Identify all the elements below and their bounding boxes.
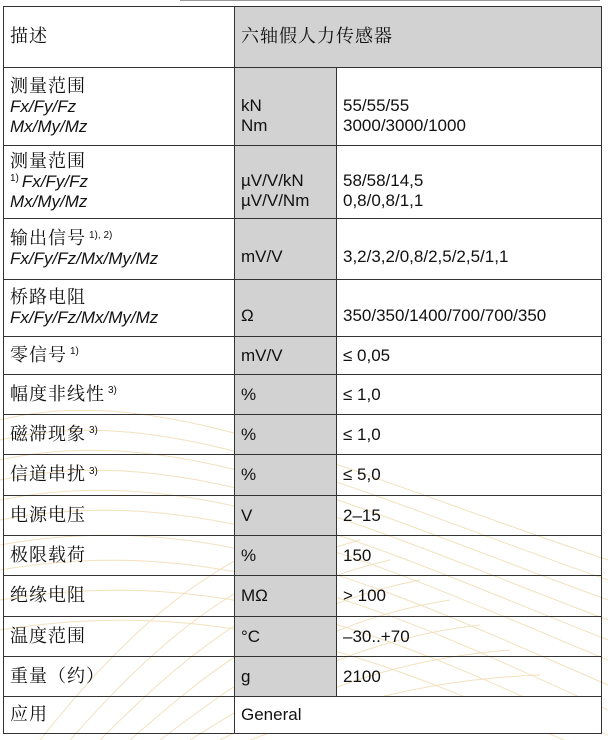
unit-cell [235, 617, 337, 657]
row-label: 测量范围 [10, 75, 86, 97]
footnote-marker: 3) [89, 465, 98, 477]
value-moments: 3000/3000/1000 [343, 115, 466, 135]
row-label: 电源电压 [10, 504, 86, 526]
footnote-marker: 1) [10, 172, 19, 184]
value: ≤ 1,0 [343, 384, 381, 404]
unit-cell [235, 536, 337, 576]
value-cell [337, 455, 602, 496]
header-rule [180, 0, 600, 1]
table-row-nonlinearity [4, 375, 602, 415]
unit-cell [235, 280, 337, 337]
table-row-supply-voltage [4, 496, 602, 536]
value-cell [337, 617, 602, 657]
footnote-marker: 1) [70, 346, 79, 357]
value-cell [337, 576, 602, 617]
label-cell [4, 375, 235, 415]
footnote-marker: 1), 2) [89, 229, 113, 241]
row-label: 应用 [10, 704, 48, 725]
value: 2–15 [343, 505, 381, 525]
row-sublabel-forces: Fx/Fy/Fz [10, 96, 77, 116]
row-label: 绝缘电阻 [10, 585, 86, 606]
unit-moments: µV/V/Nm [241, 191, 310, 210]
value-forces: 55/55/55 [343, 95, 410, 115]
value-cell [337, 219, 602, 280]
label-cell [4, 146, 235, 219]
unit-forces: µV/V/kN [241, 171, 304, 190]
table-row-weight [4, 657, 602, 697]
value: ≤ 1,0 [343, 424, 381, 444]
row-label: 信道串扰 [10, 464, 86, 485]
row-sublabel-moments: Mx/My/Mz [10, 116, 88, 136]
value: 150 [343, 545, 372, 565]
value: 350/350/1400/700/700/350 [343, 306, 547, 325]
value: General [241, 705, 302, 724]
table-row-zero-signal [4, 337, 602, 375]
row-label: 测量范围 [10, 151, 86, 172]
description-label: 描述 [10, 26, 48, 47]
value-cell [337, 337, 602, 375]
label-cell [4, 697, 235, 734]
table-row-range-nominal [4, 68, 602, 146]
unit-cell [235, 146, 337, 219]
value-cell [337, 536, 602, 576]
table-row-range-sensitivity [4, 146, 602, 219]
unit: % [241, 545, 257, 565]
row-label: 极限载荷 [10, 544, 86, 566]
footnote-marker: 3) [89, 425, 98, 436]
label-cell [4, 455, 235, 496]
row-label: 零信号 [10, 344, 67, 366]
table-row-limit-load [4, 536, 602, 576]
label-cell [4, 617, 235, 657]
table-row-description [4, 7, 602, 68]
row-label: 幅度非线性 [10, 383, 105, 405]
unit: V [241, 505, 253, 525]
row-label: 温度范围 [10, 625, 86, 647]
unit-cell [235, 337, 337, 375]
value: 2100 [343, 666, 381, 686]
unit-cell [235, 455, 337, 496]
value: –30..+70 [343, 626, 410, 646]
label-cell [4, 68, 235, 146]
application-value-cell [235, 697, 602, 734]
unit-cell [235, 576, 337, 617]
value: ≤ 5,0 [343, 465, 381, 484]
unit-cell [235, 496, 337, 536]
unit: % [241, 424, 257, 444]
label-cell [4, 536, 235, 576]
unit: % [241, 465, 257, 484]
row-sublabel-moments: Mx/My/Mz [10, 192, 88, 211]
unit-cell [235, 68, 337, 146]
row-sublabel: Fx/Fy/Fz/Mx/My/Mz [10, 249, 159, 268]
unit-cell [235, 415, 337, 455]
label-cell [4, 280, 235, 337]
table-row-bridge-resistance [4, 280, 602, 337]
unit-cell [235, 375, 337, 415]
label-cell [4, 576, 235, 617]
unit-forces: kN [241, 95, 262, 115]
row-label: 桥路电阻 [10, 287, 86, 308]
description-label-cell [4, 7, 235, 68]
row-sublabel: Fx/Fy/Fz/Mx/My/Mz [10, 308, 159, 327]
row-sublabel-forces: Fx/Fy/Fz [21, 172, 89, 191]
value-cell [337, 415, 602, 455]
unit: Ω [241, 306, 254, 325]
unit-cell [235, 219, 337, 280]
value-cell [337, 657, 602, 697]
unit: mV/V [241, 247, 283, 266]
value-cell [337, 280, 602, 337]
table-row-application [4, 697, 602, 734]
value-moments: 0,8/0,8/1,1 [343, 191, 424, 210]
unit: °C [241, 626, 261, 646]
row-label: 输出信号 [10, 228, 86, 249]
description-value-cell [235, 7, 602, 68]
value-forces: 58/58/14,5 [343, 171, 424, 190]
table-row-temperature [4, 617, 602, 657]
row-label: 磁滞现象 [10, 423, 86, 445]
row-label: 重量（约） [10, 665, 105, 687]
unit-moments: Nm [241, 115, 268, 135]
value-cell [337, 146, 602, 219]
unit: g [241, 666, 251, 686]
value: > 100 [343, 586, 387, 605]
unit: MΩ [241, 586, 268, 605]
table-row-insulation [4, 576, 602, 617]
label-cell [4, 219, 235, 280]
label-cell [4, 337, 235, 375]
unit-cell [235, 657, 337, 697]
label-cell [4, 415, 235, 455]
value-cell [337, 496, 602, 536]
label-cell [4, 496, 235, 536]
spec-table [3, 6, 602, 734]
value-cell [337, 68, 602, 146]
table-row-crosstalk [4, 455, 602, 496]
value: ≤ 0,05 [343, 345, 391, 365]
table-row-hysteresis [4, 415, 602, 455]
unit: % [241, 384, 257, 404]
label-cell [4, 657, 235, 697]
footnote-marker: 3) [108, 385, 117, 396]
value: 3,2/3,2/0,8/2,5/2,5/1,1 [343, 247, 509, 266]
value-cell [337, 375, 602, 415]
description-value: 六轴假人力传感器 [241, 26, 393, 47]
unit: mV/V [241, 345, 283, 365]
table-row-output-signal [4, 219, 602, 280]
